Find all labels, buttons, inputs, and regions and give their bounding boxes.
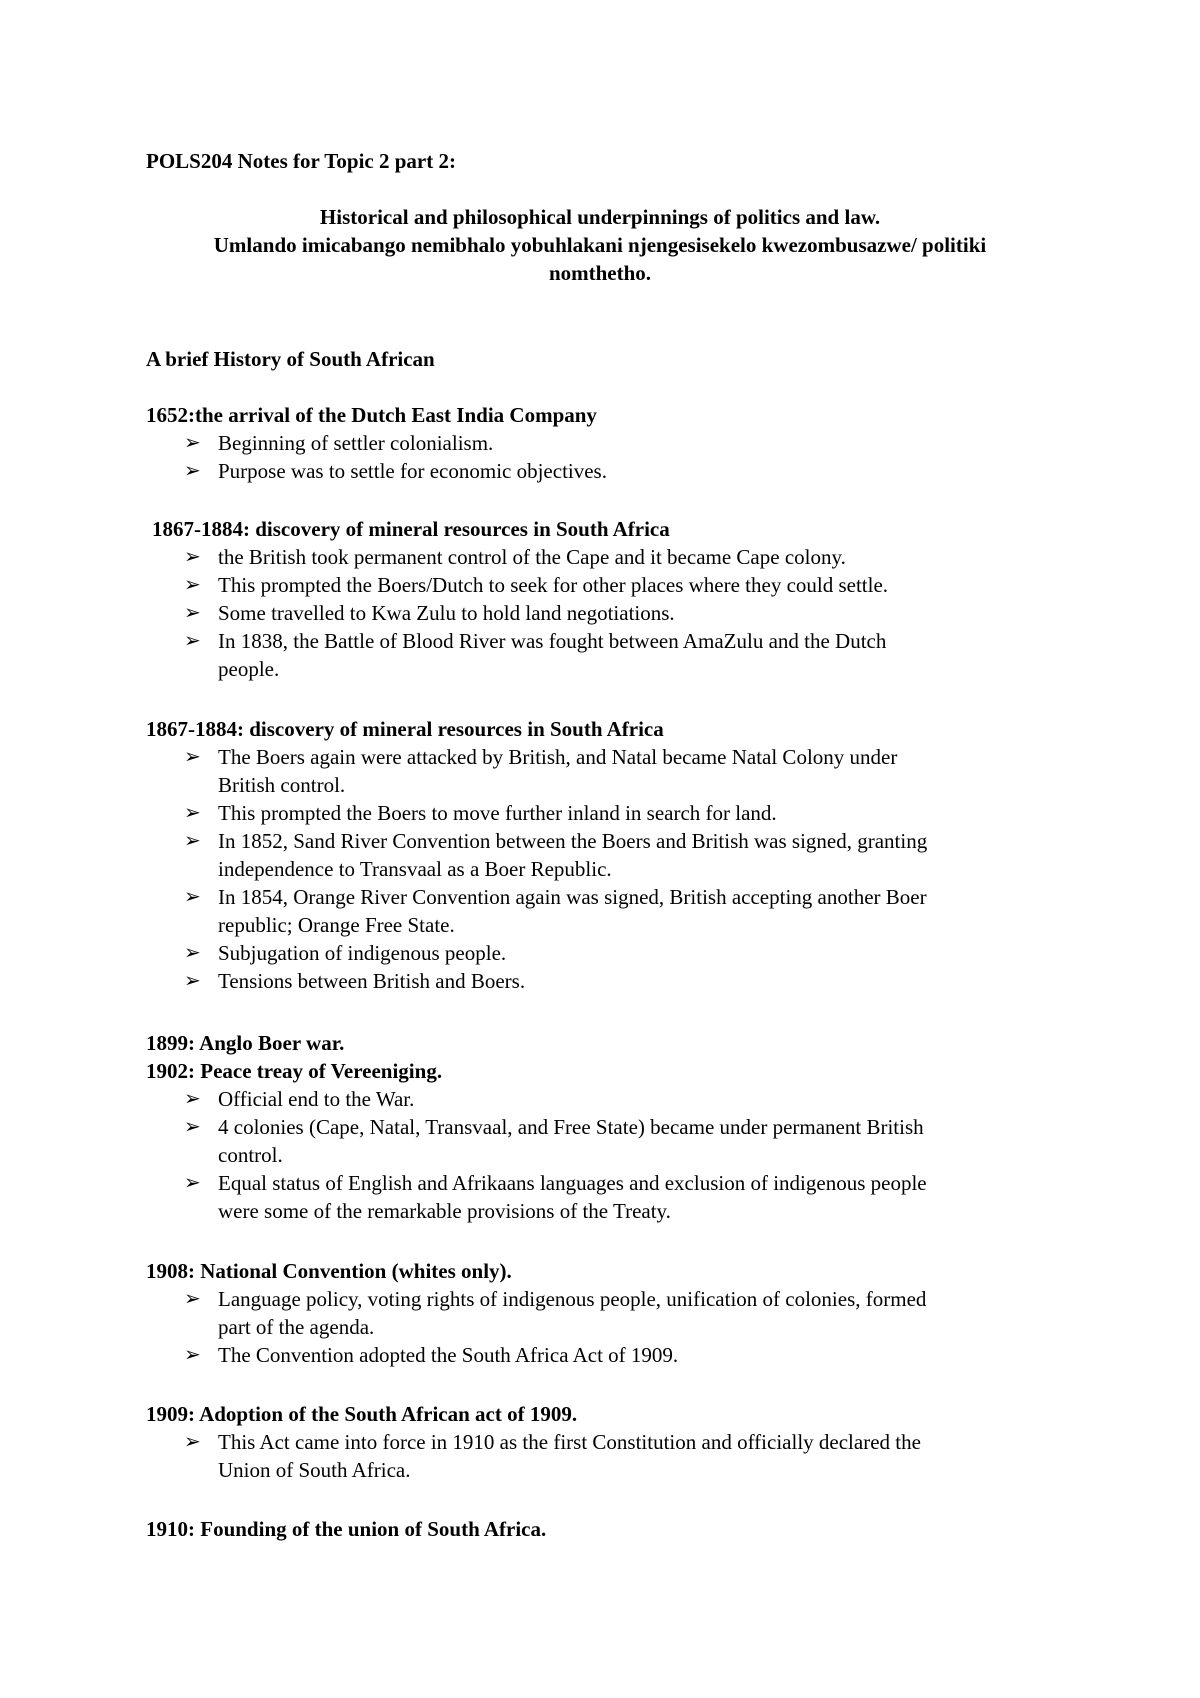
subtitle-line-1: Historical and philosophical underpinnings of politics and law. (319, 205, 881, 229)
arrow-bullet-icon: ➢ (184, 630, 201, 652)
bullet-text: Language policy, voting rights of indigenous people, unification of colonies, formed (218, 1287, 927, 1311)
arrow-bullet-icon: ➢ (184, 746, 201, 768)
bullet-text: This prompted the Boers/Dutch to seek for other places where they could settle. (218, 573, 889, 597)
bullet-text: The Convention adopted the South Africa Act of 1909. (218, 1343, 679, 1367)
subtitle-line-2: Umlando imicabango nemibhalo yobuhlakani njengesisekelo kwezombusazwe/ politiki (213, 233, 987, 257)
bullet-text: Tensions between British and Boers. (218, 969, 526, 993)
section-heading: 1652:the arrival of the Dutch East India Company (146, 403, 597, 427)
bullet-text: the British took permanent control of the Cape and it became Cape colony. (218, 545, 846, 569)
bullet-text-continuation: were some of the remarkable provisions of the Treaty. (218, 1199, 671, 1223)
bullet-text-continuation: British control. (218, 773, 346, 797)
subtitle-line-3: nomthetho. (548, 261, 652, 285)
section-heading: 1902: Peace treay of Vereeniging. (146, 1059, 443, 1083)
bullet-text-continuation: Union of South Africa. (218, 1458, 411, 1482)
arrow-bullet-icon: ➢ (184, 546, 201, 568)
bullet-text: Official end to the War. (218, 1087, 415, 1111)
section-heading: 1910: Founding of the union of South Africa. (146, 1517, 547, 1541)
bullet-text: Purpose was to settle for economic objectives. (218, 459, 607, 483)
section-heading: 1909: Adoption of the South African act of 1909. (146, 1402, 578, 1426)
bullet-text: Subjugation of indigenous people. (218, 941, 507, 965)
bullet-text: 4 colonies (Cape, Natal, Transvaal, and Free State) became under permanent British (218, 1115, 924, 1139)
bullet-text: In 1854, Orange River Convention again was signed, British accepting another Boer (218, 885, 927, 909)
bullet-text-continuation: control. (218, 1143, 283, 1167)
arrow-bullet-icon: ➢ (184, 886, 201, 908)
bullet-text-continuation: republic; Orange Free State. (218, 913, 455, 937)
bullet-text: This prompted the Boers to move further inland in search for land. (218, 801, 777, 825)
arrow-bullet-icon: ➢ (184, 1288, 201, 1310)
arrow-bullet-icon: ➢ (184, 432, 201, 454)
section-heading: 1908: National Convention (whites only). (146, 1259, 512, 1283)
bullet-text-continuation: part of the agenda. (218, 1315, 375, 1339)
arrow-bullet-icon: ➢ (184, 1116, 201, 1138)
bullet-text: Beginning of settler colonialism. (218, 431, 494, 455)
bullet-text-continuation: independence to Transvaal as a Boer Republic. (218, 857, 612, 881)
bullet-text: In 1838, the Battle of Blood River was fought between AmaZulu and the Dutch (218, 629, 887, 653)
section-heading: 1867-1884: discovery of mineral resources in South Africa (146, 717, 664, 741)
bullet-text: The Boers again were attacked by British, and Natal became Natal Colony under (218, 745, 898, 769)
arrow-bullet-icon: ➢ (184, 802, 201, 824)
arrow-bullet-icon: ➢ (184, 942, 201, 964)
bullet-text: Equal status of English and Afrikaans languages and exclusion of indigenous people (218, 1171, 927, 1195)
section-title: A brief History of South African (146, 347, 435, 371)
section-heading: 1867-1884: discovery of mineral resources in South Africa (152, 517, 670, 541)
arrow-bullet-icon: ➢ (184, 830, 201, 852)
bullet-text: This Act came into force in 1910 as the first Constitution and officially declared the (218, 1430, 921, 1454)
arrow-bullet-icon: ➢ (184, 970, 201, 992)
arrow-bullet-icon: ➢ (184, 460, 201, 482)
arrow-bullet-icon: ➢ (184, 602, 201, 624)
arrow-bullet-icon: ➢ (184, 1172, 201, 1194)
arrow-bullet-icon: ➢ (184, 1088, 201, 1110)
bullet-text: Some travelled to Kwa Zulu to hold land negotiations. (218, 601, 675, 625)
arrow-bullet-icon: ➢ (184, 1344, 201, 1366)
course-heading: POLS204 Notes for Topic 2 part 2: (146, 149, 456, 173)
bullet-text: In 1852, Sand River Convention between the Boers and British was signed, granting (218, 829, 928, 853)
arrow-bullet-icon: ➢ (184, 574, 201, 596)
bullet-text-continuation: people. (218, 657, 280, 681)
arrow-bullet-icon: ➢ (184, 1431, 201, 1453)
section-heading: 1899: Anglo Boer war. (146, 1031, 345, 1055)
